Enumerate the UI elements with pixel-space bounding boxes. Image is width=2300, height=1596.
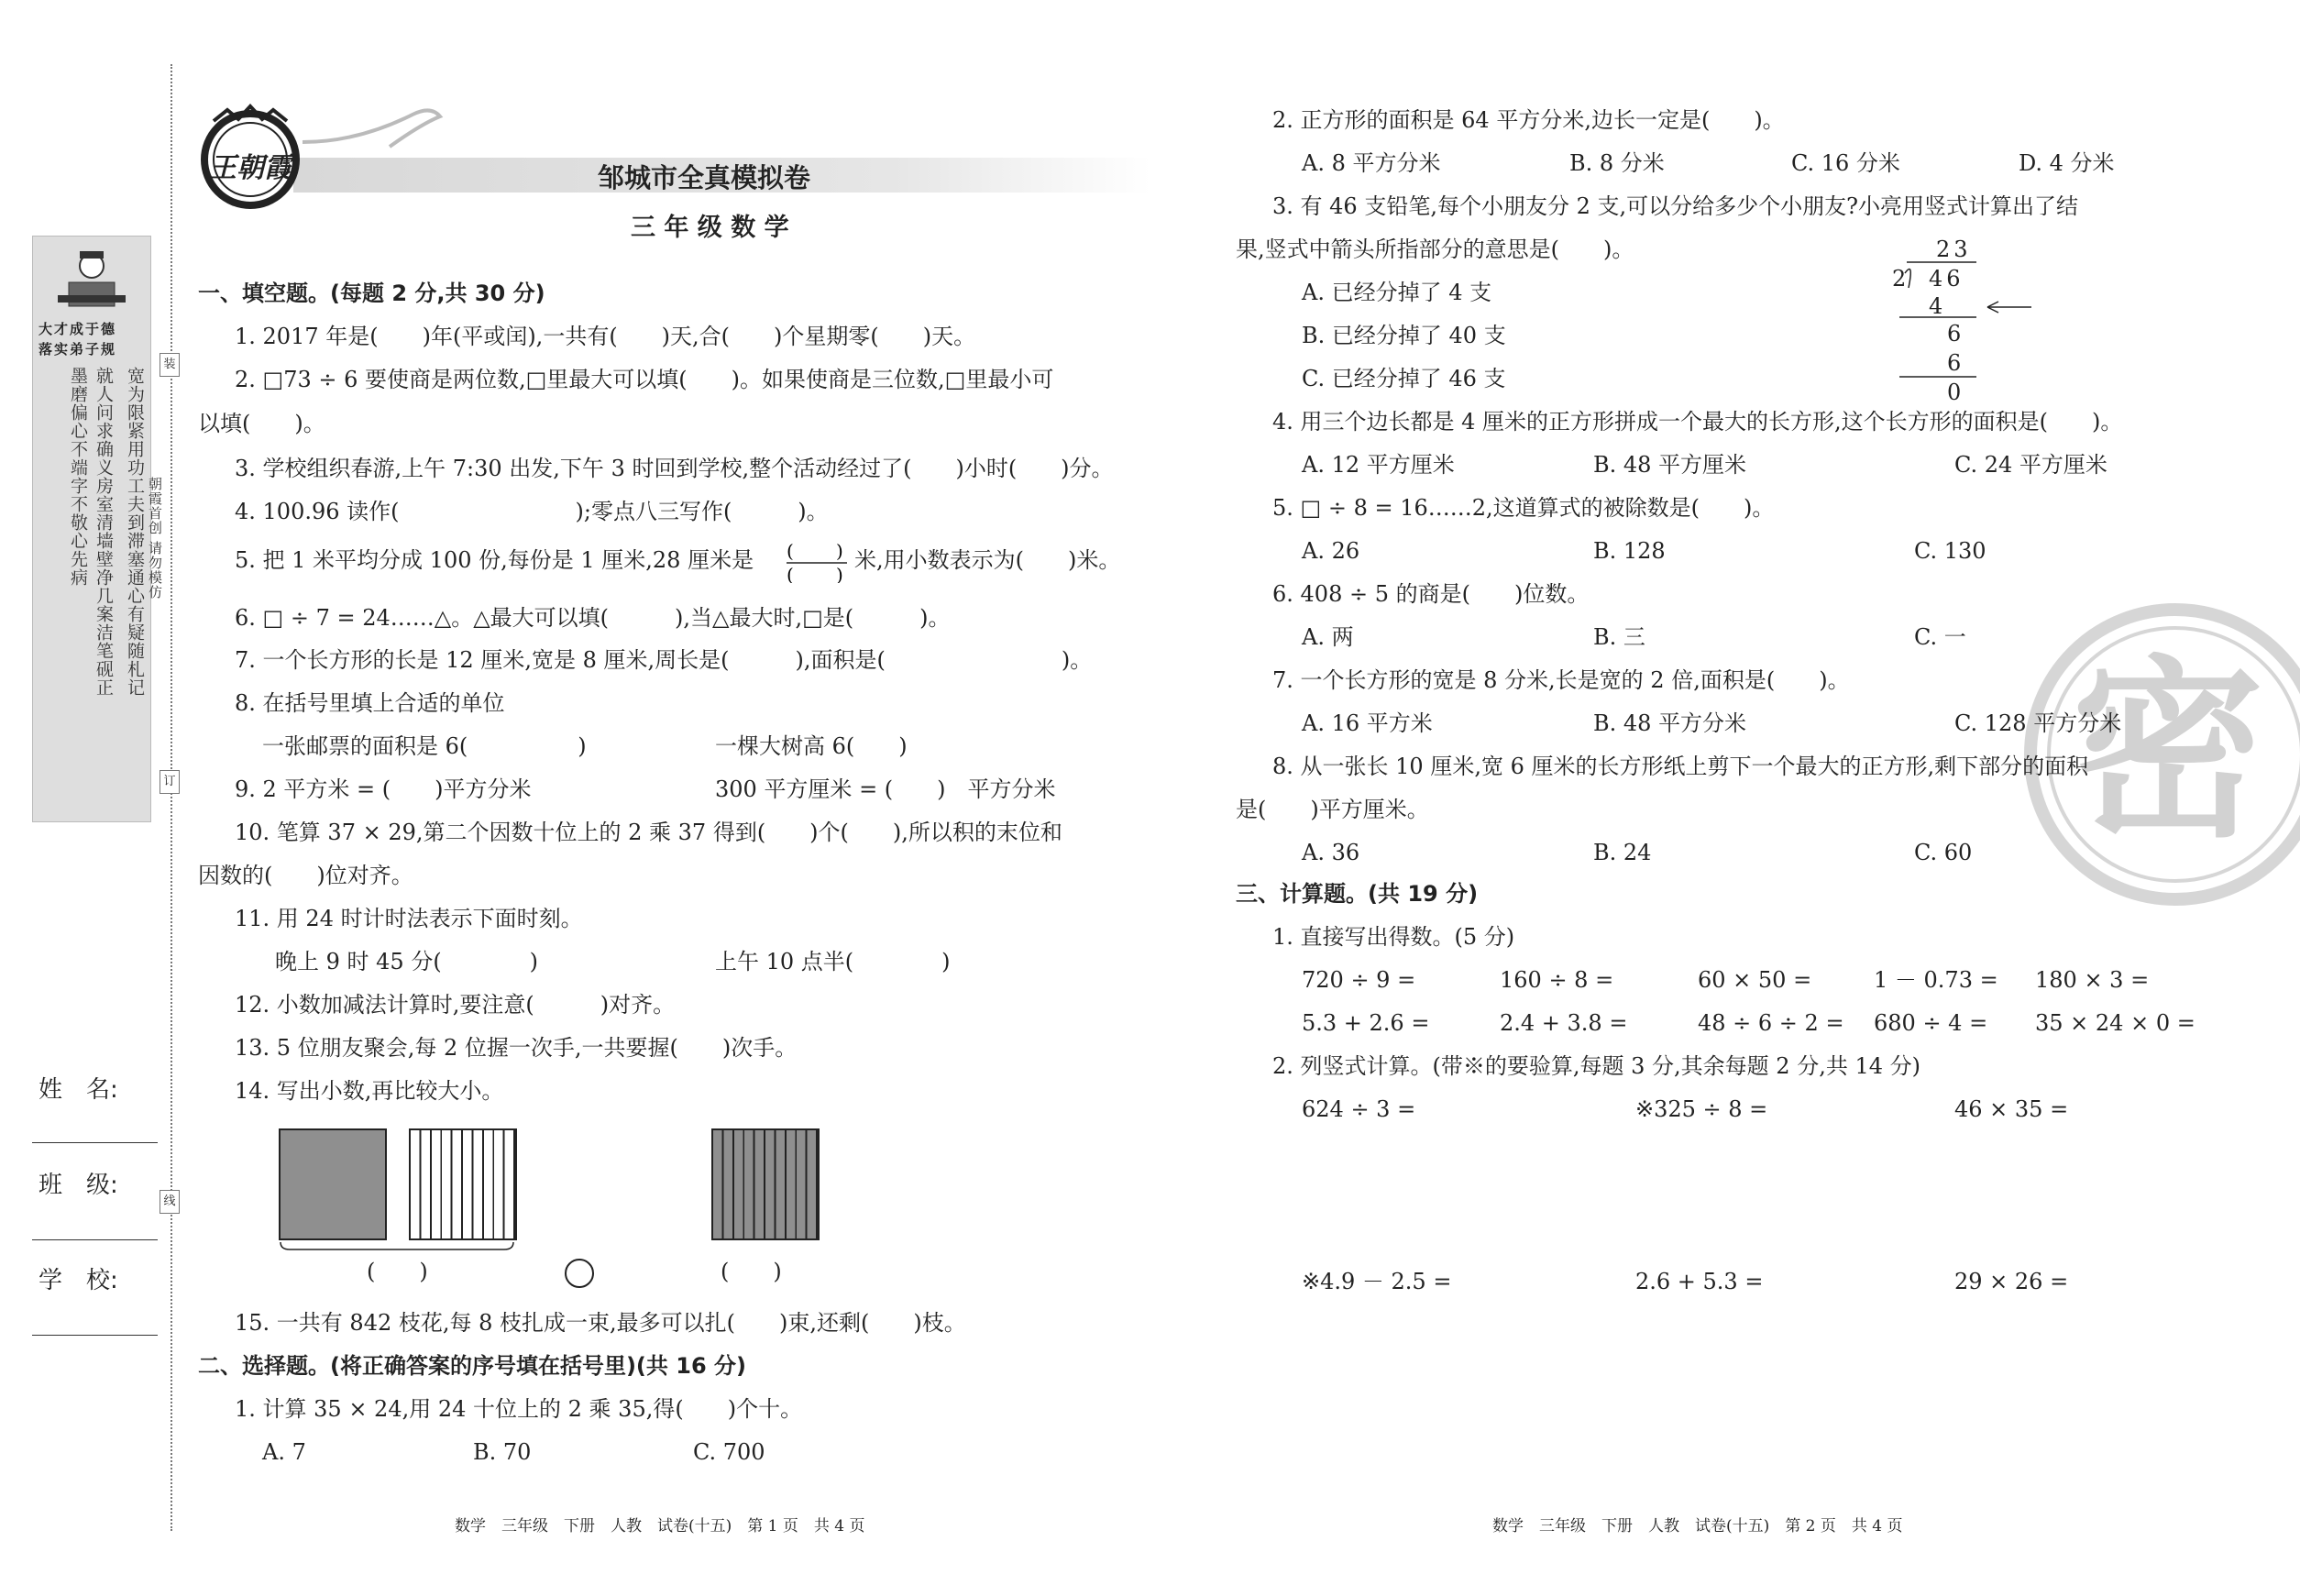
choice-3-option-b: B. 已经分掉了 40 支: [1302, 323, 1506, 348]
svg-text:): ): [836, 564, 843, 583]
choice-1-option-b: B. 70: [473, 1439, 532, 1465]
copyright-note: 朝霞首创 请勿模仿: [147, 477, 163, 600]
q8-item-a: 一张邮票的面积是 6( ): [262, 733, 587, 759]
binding-mark-zhuang: 装: [160, 353, 180, 377]
choice-4-option-b: B. 48 平方厘米: [1593, 452, 1747, 478]
q14-figure-full-square: [279, 1128, 387, 1240]
choice-2-option-d: D. 4 分米: [2019, 150, 2115, 176]
page-subtitle: 三 年 级 数 学: [631, 214, 789, 242]
side-proverb-col-2: 就人问求确义房室清墙壁净几案洁笔砚正: [94, 367, 114, 697]
vertical-calc-item: ※325 ÷ 8 =: [1635, 1096, 1768, 1122]
q14-figure-striped-square-b: [711, 1128, 820, 1240]
choice-7-option-b: B. 48 平方分米: [1593, 710, 1747, 736]
choice-4-option-c: C. 24 平方厘米: [1954, 452, 2107, 478]
choice-5-text: 5. □ ÷ 8 = 16……2,这道算式的被除数是( )。: [1272, 495, 1775, 521]
q9-item-b: 300 平方厘米 = ( ) 平方分米: [715, 776, 1056, 802]
long-division-step-1: 4: [1929, 293, 1943, 319]
q11-text: 11. 用 24 时计时法表示下面时刻。: [235, 906, 583, 931]
school-label: 学 校:: [39, 1267, 118, 1294]
oral-calc-item: 720 ÷ 9 =: [1302, 967, 1416, 993]
name-underline: [32, 1142, 158, 1143]
page-title: 邹城市全真模拟卷: [598, 162, 811, 193]
q14-brace: [279, 1239, 515, 1252]
choice-8-option-a: A. 36: [1302, 840, 1360, 865]
oral-calc-item: 680 ÷ 4 =: [1874, 1010, 1988, 1036]
q5-text-b: 米,用小数表示为( )米。: [854, 547, 1121, 573]
choice-2-option-a: A. 8 平方分米: [1302, 150, 1441, 176]
oral-calc-item: 2.4 + 3.8 =: [1500, 1010, 1628, 1036]
svg-text:): ): [836, 543, 843, 562]
vertical-calc-item: ※4.9 － 2.5 =: [1302, 1269, 1452, 1294]
choice-7-text: 7. 一个长方形的宽是 8 分米,长是宽的 2 倍,面积是( )。: [1272, 667, 1850, 693]
q2-text-line1: 2. □73 ÷ 6 要使商是两位数,□里最大可以填( )。如果使商是三位数,□里最小可: [235, 367, 1054, 392]
choice-6-option-a: A. 两: [1302, 624, 1354, 650]
choice-5-option-c: C. 130: [1914, 538, 1986, 564]
q1-text: 1. 2017 年是( )年(平或闰),一共有( )天,合( )个星期零( )天。: [235, 324, 976, 349]
choice-6-option-c: C. 一: [1914, 624, 1966, 650]
q8-item-b: 一棵大树高 6( ): [715, 733, 908, 759]
q8-text: 8. 在括号里填上合适的单位: [235, 690, 505, 716]
school-underline: [32, 1335, 158, 1336]
binding-mark-ding: 订: [160, 770, 180, 794]
oral-calc-item: 48 ÷ 6 ÷ 2 =: [1698, 1010, 1844, 1036]
section-1-heading: 一、填空题。(每题 2 分,共 30 分): [198, 281, 545, 306]
binding-line: [171, 64, 172, 1531]
q9-item-a: 9. 2 平方米 = ( )平方分米: [235, 776, 532, 802]
name-label: 姓 名:: [39, 1076, 118, 1104]
q10-text-line1: 10. 笔算 37 × 29,第二个因数十位上的 2 乘 37 得到( )个( ),所以积的末位和: [235, 820, 1062, 845]
calc-1-text: 1. 直接写出得数。(5 分): [1272, 924, 1515, 950]
choice-8-option-b: B. 24: [1593, 840, 1652, 865]
footer-right: 数学 三年级 下册 人教 试卷(十五) 第 2 页 共 4 页: [1492, 1517, 1903, 1535]
q7-text: 7. 一个长方形的长是 12 厘米,宽是 8 厘米,周长是( ),面积是( )。: [235, 647, 1093, 673]
choice-5-option-a: A. 26: [1302, 538, 1360, 564]
long-division-divisor: 2: [1892, 266, 1907, 292]
q15-text: 15. 一共有 842 枝花,每 8 枝扎成一束,最多可以扎( )束,还剩( )枝。: [235, 1310, 966, 1336]
q11-item-b: 上午 10 点半( ): [715, 949, 951, 974]
oral-calc-item: 180 × 3 =: [2035, 967, 2150, 993]
choice-7-option-a: A. 16 平方米: [1302, 710, 1433, 736]
q11-item-a: 晚上 9 时 45 分( ): [275, 949, 539, 974]
long-division-step-2: 6: [1947, 321, 1962, 347]
choice-1-text: 1. 计算 35 × 24,用 24 十位上的 2 乘 35,得( )个十。: [235, 1396, 803, 1422]
class-label: 班 级:: [39, 1172, 118, 1199]
choice-8-text-line1: 8. 从一张长 10 厘米,宽 6 厘米的长方形纸上剪下一个最大的正方形,剩下部分的面积: [1272, 754, 2089, 779]
q13-text: 13. 5 位朋友聚会,每 2 位握一次手,一共要握( )次手。: [235, 1035, 798, 1061]
choice-3-text-line1: 3. 有 46 支铅笔,每个小朋友分 2 支,可以分给多少个小朋友?小亮用竖式计算出了结: [1272, 193, 2078, 219]
scholar-illustration: [50, 246, 133, 319]
choice-8-text-line2: 是( )平方厘米。: [1236, 797, 1429, 822]
side-proverb-col-3: 墨磨偏心不端字不敬心先病: [68, 367, 88, 587]
section-2-heading: 二、选择题。(将正确答案的序号填在括号里)(共 16 分): [198, 1353, 746, 1379]
section-3-heading: 三、计算题。(共 19 分): [1236, 881, 1479, 907]
q14-text: 14. 写出小数,再比较大小。: [235, 1078, 504, 1104]
choice-3-option-a: A. 已经分掉了 4 支: [1302, 280, 1492, 305]
q14-compare-circle: [565, 1259, 594, 1288]
long-division-step-3: 6: [1947, 350, 1962, 376]
choice-1-option-c: C. 700: [693, 1439, 765, 1465]
choice-1-option-a: A. 7: [262, 1439, 306, 1465]
long-division-remainder: 0: [1947, 380, 1962, 405]
q12-text: 12. 小数加减法计算时,要注意( )对齐。: [235, 992, 676, 1018]
motto-line-1: 大才成于德: [39, 321, 117, 337]
header-ribbon: [303, 105, 449, 151]
choice-8-option-c: C. 60: [1914, 840, 1973, 865]
oral-calc-item: 60 × 50 =: [1698, 967, 1812, 993]
choice-6-option-b: B. 三: [1593, 624, 1645, 650]
vertical-calc-item: 624 ÷ 3 =: [1302, 1096, 1416, 1122]
svg-text:(: (: [787, 543, 794, 562]
svg-text:(: (: [787, 564, 794, 583]
q2-text-line2: 以填( )。: [198, 411, 325, 436]
q6-text: 6. □ ÷ 7 = 24……△。△最大可以填( ),当△最大时,□是( )。: [235, 605, 951, 631]
choice-2-text: 2. 正方形的面积是 64 平方分米,边长一定是( )。: [1272, 107, 1785, 133]
q3-text: 3. 学校组织春游,上午 7:30 出发,下午 3 时回到学校,整个活动经过了( )小时( )分。: [235, 456, 1114, 481]
vertical-calc-item: 46 × 35 =: [1954, 1096, 2069, 1122]
class-underline: [32, 1239, 158, 1240]
q10-text-line2: 因数的( )位对齐。: [198, 863, 413, 888]
footer-left: 数学 三年级 下册 人教 试卷(十五) 第 1 页 共 4 页: [455, 1517, 865, 1535]
oral-calc-item: 35 × 24 × 0 =: [2035, 1010, 2195, 1036]
q14-answer-blank-2: ( ): [721, 1259, 782, 1284]
choice-4-option-a: A. 12 平方厘米: [1302, 452, 1455, 478]
secret-stamp-char: 密: [2072, 639, 2265, 864]
side-proverb-col-1: 宽为限紧用功工夫到滞塞通心有疑随札记: [125, 367, 145, 697]
q5-text-a: 5. 把 1 米平均分成 100 份,每份是 1 厘米,28 厘米是: [235, 547, 754, 573]
choice-2-option-b: B. 8 分米: [1569, 150, 1665, 176]
q14-figure-striped-square-a: [409, 1128, 517, 1240]
choice-3-text-line2: 果,竖式中箭头所指部分的意思是( )。: [1236, 237, 1634, 262]
motto-line-2: 落实弟子规: [39, 341, 117, 358]
oral-calc-item: 5.3 + 2.6 =: [1302, 1010, 1430, 1036]
choice-3-option-c: C. 已经分掉了 46 支: [1302, 366, 1506, 391]
brand-logo-text: 王朝霞: [209, 152, 292, 184]
long-division: [1885, 235, 2059, 409]
vertical-calc-item: 2.6 + 5.3 =: [1635, 1269, 1764, 1294]
q14-answer-blank-1: ( ): [367, 1259, 428, 1284]
choice-5-option-b: B. 128: [1593, 538, 1666, 564]
choice-7-option-c: C. 128 平方分米: [1954, 710, 2122, 736]
oral-calc-item: 1 － 0.73 =: [1874, 967, 1998, 993]
q5-fraction-blank: [785, 543, 849, 583]
binding-mark-xian: 线: [160, 1190, 180, 1214]
calc-2-text: 2. 列竖式计算。(带※的要验算,每题 3 分,其余每题 2 分,共 14 分): [1272, 1053, 1920, 1079]
oral-calc-item: 160 ÷ 8 =: [1500, 967, 1614, 993]
long-division-quotient: 23: [1936, 237, 1972, 262]
long-division-dividend: 46: [1929, 266, 1964, 292]
choice-4-text: 4. 用三个边长都是 4 厘米的正方形拼成一个最大的长方形,这个长方形的面积是( )。: [1272, 409, 2123, 435]
q4-text: 4. 100.96 读作( );零点八三写作( )。: [235, 499, 829, 524]
choice-2-option-c: C. 16 分米: [1791, 150, 1900, 176]
vertical-calc-item: 29 × 26 =: [1954, 1269, 2069, 1294]
choice-6-text: 6. 408 ÷ 5 的商是( )位数。: [1272, 581, 1590, 607]
